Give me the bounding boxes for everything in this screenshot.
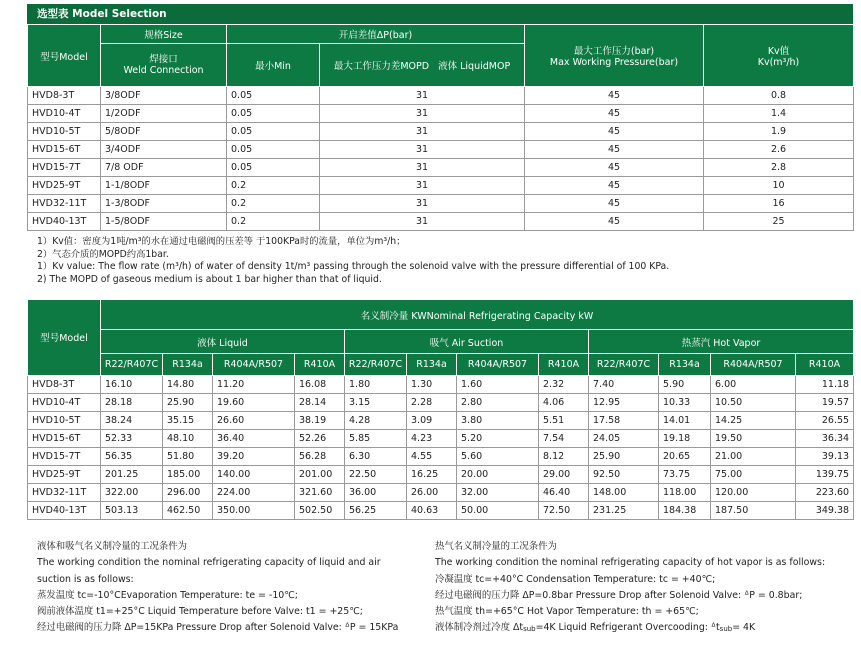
mopd-cell: 31 <box>320 141 525 159</box>
section-title: 选型表 Model Selection <box>37 8 167 20</box>
capacity-cell: 39.13 <box>796 448 854 466</box>
size-cell: 1/2ODF <box>101 105 227 123</box>
capacity-cell: 28.18 <box>101 394 163 412</box>
model-cell: HVD40-13T <box>28 502 101 520</box>
cond-line: 经过电磁阀的压力降 ΔP=15KPa Pressure Drop after Solenoid Valve: ᐞP = 15KPa <box>37 622 399 634</box>
capacity-cell: 16.25 <box>407 466 457 484</box>
cond-text: =4K Liquid Refrigerant Overcooding: ᐞt <box>535 622 720 634</box>
capacity-cell: 118.00 <box>659 484 711 502</box>
cond-line: The working condition the nominal refrigerating capacity of liquid and air <box>37 557 381 569</box>
refrigerant-header: R22/R407C <box>589 354 659 376</box>
model-cell: HVD10-4T <box>28 105 101 123</box>
size-cell: 3/4ODF <box>101 141 227 159</box>
table-row <box>28 141 854 159</box>
refrigerant-header: R410A <box>539 354 589 376</box>
capacity-cell: 26.55 <box>796 412 854 430</box>
min-cell: 0.05 <box>227 105 320 123</box>
table-row <box>28 502 854 520</box>
cond-line <box>435 620 825 637</box>
table-row <box>28 466 854 484</box>
capacity-cell: 73.75 <box>659 466 711 484</box>
size-cell: 7/8 ODF <box>101 159 227 177</box>
capacity-cell: 462.50 <box>163 502 213 520</box>
capacity-cell: 187.50 <box>711 502 796 520</box>
refrigerant-header-row <box>28 354 854 376</box>
model-cell: HVD10-5T <box>28 412 101 430</box>
header-capacity: 名义制冷量 KWNominal Refrigerating Capacity kW <box>101 300 854 330</box>
table-row <box>28 105 854 123</box>
cond-line: 液体和吸气名义制冷量的工况条件为 <box>37 541 188 552</box>
kv-cell: 10 <box>704 177 854 195</box>
capacity-cell: 4.23 <box>407 430 457 448</box>
capacity-cell: 503.13 <box>101 502 163 520</box>
kv-cell: 1.4 <box>704 105 854 123</box>
size-cell: 1-1/8ODF <box>101 177 227 195</box>
capacity-cell: 14.25 <box>711 412 796 430</box>
capacity-cell: 75.00 <box>711 466 796 484</box>
note-line: 2) The MOPD of gaseous medium is about 1 bar higher than that of liquid. <box>37 273 382 285</box>
capacity-cell: 349.38 <box>796 502 854 520</box>
capacity-cell: 350.00 <box>213 502 295 520</box>
capacity-cell: 321.60 <box>295 484 345 502</box>
capacity-cell: 2.28 <box>407 394 457 412</box>
table-row <box>28 484 854 502</box>
model-selection-body <box>28 87 854 231</box>
capacity-cell: 24.05 <box>589 430 659 448</box>
mopd-cell: 31 <box>320 159 525 177</box>
refrigerant-header: R22/R407C <box>345 354 407 376</box>
capacity-cell: 52.26 <box>295 430 345 448</box>
refrigerant-header: R22/R407C <box>101 354 163 376</box>
cond-line: 蒸发温度 tc=-10°CEvaporation Temperature: te = -10℃; <box>37 589 298 601</box>
capacity-cell: 4.06 <box>539 394 589 412</box>
note-line: 1）Kv value: The flow rate (m³/h) of water of density 1t/m³ passing through the solenoid valve with the pressure differential of 100 KPa. <box>37 261 670 272</box>
model-cell: HVD25-9T <box>28 466 101 484</box>
capacity-cell: 7.40 <box>589 376 659 394</box>
capacity-cell: 40.63 <box>407 502 457 520</box>
capacity-cell: 296.00 <box>163 484 213 502</box>
min-cell: 0.2 <box>227 177 320 195</box>
cond-line: 阀前液体温度 t1=+25°C Liquid Temperature before Valve: t1 = +25℃; <box>37 606 363 618</box>
header-mwp-cn: 最大工作压力(bar) <box>573 46 655 57</box>
table-row <box>28 213 854 231</box>
capacity-cell: 5.90 <box>659 376 711 394</box>
capacity-cell: 51.80 <box>163 448 213 466</box>
capacity-cell: 184.38 <box>659 502 711 520</box>
cond-line: 经过电磁阀的压力降 ΔP=0.8bar Pressure Drop after Solenoid Valve: ᐞP = 0.8bar; <box>435 589 803 601</box>
size-cell: 1-3/8ODF <box>101 195 227 213</box>
model-cell: HVD15-7T <box>28 448 101 466</box>
model-selection-table <box>27 24 854 231</box>
header-weld-cn: 焊接口 <box>149 54 178 65</box>
table-row <box>28 394 854 412</box>
capacity-cell: 56.25 <box>345 502 407 520</box>
capacity-cell: 6.00 <box>711 376 796 394</box>
capacity-cell: 35.15 <box>163 412 213 430</box>
conditions-liquid-suction <box>37 539 398 637</box>
model-cell: HVD15-6T <box>28 141 101 159</box>
header-kv <box>704 25 854 87</box>
capacity-cell: 322.00 <box>101 484 163 502</box>
capacity-cell: 502.50 <box>295 502 345 520</box>
capacity-cell: 120.00 <box>711 484 796 502</box>
cond-line: 热气名义制冷量的工况条件为 <box>435 541 557 552</box>
mopd-cell: 31 <box>320 213 525 231</box>
capacity-cell: 26.60 <box>213 412 295 430</box>
mwp-cell: 45 <box>525 105 704 123</box>
capacity-cell: 3.09 <box>407 412 457 430</box>
capacity-cell: 20.65 <box>659 448 711 466</box>
kv-cell: 0.8 <box>704 87 854 105</box>
capacity-cell: 92.50 <box>589 466 659 484</box>
min-cell: 0.05 <box>227 87 320 105</box>
kv-cell: 25 <box>704 213 854 231</box>
mwp-cell: 45 <box>525 87 704 105</box>
size-cell: 5/8ODF <box>101 123 227 141</box>
cond-subscript: sub <box>719 625 733 634</box>
capacity-cell: 224.00 <box>213 484 295 502</box>
capacity-cell: 56.28 <box>295 448 345 466</box>
capacity-cell: 231.25 <box>589 502 659 520</box>
refrigerant-header: R134a <box>163 354 213 376</box>
capacity-cell: 185.00 <box>163 466 213 484</box>
capacity-cell: 5.20 <box>457 430 539 448</box>
capacity-cell: 223.60 <box>796 484 854 502</box>
capacity-cell: 14.01 <box>659 412 711 430</box>
capacity-cell: 19.18 <box>659 430 711 448</box>
capacity-cell: 16.10 <box>101 376 163 394</box>
capacity-cell: 6.30 <box>345 448 407 466</box>
capacity-cell: 139.75 <box>796 466 854 484</box>
header-dp: 开启差值ΔP(bar) <box>227 25 525 44</box>
capacity-cell: 4.55 <box>407 448 457 466</box>
mwp-cell: 45 <box>525 159 704 177</box>
capacity-cell: 36.34 <box>796 430 854 448</box>
capacity-cell: 52.33 <box>101 430 163 448</box>
capacity-cell: 11.20 <box>213 376 295 394</box>
table-row <box>28 448 854 466</box>
table-row <box>28 87 854 105</box>
capacity-cell: 10.50 <box>711 394 796 412</box>
capacity-cell: 5.51 <box>539 412 589 430</box>
capacity-cell: 56.35 <box>101 448 163 466</box>
refrigerant-header: R404A/R507 <box>457 354 539 376</box>
cond-subscript: sub <box>523 625 536 634</box>
mopd-cell: 31 <box>320 105 525 123</box>
capacity-cell: 16.08 <box>295 376 345 394</box>
capacity-cell: 5.85 <box>345 430 407 448</box>
header-size: 规格Size <box>101 25 227 44</box>
cond-line: suction is as follows: <box>37 573 134 585</box>
header-mopd-text: 最大工作压力差MOPD <box>333 61 430 72</box>
header-kv-cn: Kv值 <box>767 46 790 57</box>
capacity-cell: 38.24 <box>101 412 163 430</box>
capacity-cell: 2.80 <box>457 394 539 412</box>
min-cell: 0.05 <box>227 159 320 177</box>
model-cell: HVD10-4T <box>28 394 101 412</box>
capacity-cell: 4.28 <box>345 412 407 430</box>
mopd-cell: 31 <box>320 87 525 105</box>
table-row <box>28 430 854 448</box>
header-mopd <box>320 44 525 87</box>
min-cell: 0.2 <box>227 195 320 213</box>
header-min: 最小Min <box>227 44 320 87</box>
capacity-cell: 39.20 <box>213 448 295 466</box>
model-cell: HVD32-11T <box>28 484 101 502</box>
capacity-cell: 36.00 <box>345 484 407 502</box>
capacity-table <box>27 299 854 520</box>
capacity-cell: 8.12 <box>539 448 589 466</box>
capacity-cell: 1.30 <box>407 376 457 394</box>
capacity-cell: 201.00 <box>295 466 345 484</box>
cond-line: The working condition the nominal refrigerating capacity of hot vapor is as follows: <box>435 557 826 569</box>
capacity-cell: 7.54 <box>539 430 589 448</box>
refrigerant-header: R404A/R507 <box>711 354 796 376</box>
notes <box>37 236 669 286</box>
capacity-cell: 32.00 <box>457 484 539 502</box>
header-model2: 型号Model <box>28 300 101 376</box>
cond-text: = 4K <box>732 622 756 634</box>
header-model: 型号Model <box>28 25 101 87</box>
capacity-cell: 19.50 <box>711 430 796 448</box>
capacity-cell: 140.00 <box>213 466 295 484</box>
cond-text: 液体制冷剂过冷度 Δt <box>435 622 524 634</box>
capacity-cell: 14.80 <box>163 376 213 394</box>
capacity-cell: 201.25 <box>101 466 163 484</box>
mwp-cell: 45 <box>525 213 704 231</box>
model-cell: HVD40-13T <box>28 213 101 231</box>
refrigerant-header: R404A/R507 <box>213 354 295 376</box>
model-cell: HVD15-6T <box>28 430 101 448</box>
capacity-cell: 20.00 <box>457 466 539 484</box>
capacity-cell: 36.40 <box>213 430 295 448</box>
capacity-cell: 5.60 <box>457 448 539 466</box>
capacity-cell: 21.00 <box>711 448 796 466</box>
capacity-cell: 50.00 <box>457 502 539 520</box>
header-weld-en: Weld Connection <box>123 65 204 76</box>
refrigerant-header: R134a <box>659 354 711 376</box>
capacity-cell: 72.50 <box>539 502 589 520</box>
capacity-cell: 12.95 <box>589 394 659 412</box>
capacity-cell: 1.60 <box>457 376 539 394</box>
mopd-cell: 31 <box>320 123 525 141</box>
capacity-cell: 46.40 <box>539 484 589 502</box>
min-cell: 0.05 <box>227 141 320 159</box>
refrigerant-header: R410A <box>295 354 345 376</box>
capacity-cell: 3.80 <box>457 412 539 430</box>
table-row <box>28 123 854 141</box>
table-row <box>28 159 854 177</box>
mwp-cell: 45 <box>525 123 704 141</box>
mwp-cell: 45 <box>525 141 704 159</box>
size-cell: 1-5/8ODF <box>101 213 227 231</box>
table-row <box>28 195 854 213</box>
capacity-cell: 148.00 <box>589 484 659 502</box>
min-cell: 0.05 <box>227 123 320 141</box>
capacity-cell: 48.10 <box>163 430 213 448</box>
mwp-cell: 45 <box>525 177 704 195</box>
refrigerant-header: R410A <box>796 354 854 376</box>
table-row <box>28 177 854 195</box>
capacity-cell: 22.50 <box>345 466 407 484</box>
capacity-cell: 17.58 <box>589 412 659 430</box>
capacity-cell: 19.57 <box>796 394 854 412</box>
section-title-bar <box>27 4 853 24</box>
kv-cell: 16 <box>704 195 854 213</box>
capacity-cell: 3.15 <box>345 394 407 412</box>
table-row <box>28 376 854 394</box>
header-kv-en: Kv(m³/h) <box>757 57 800 68</box>
header-liquid: 液体 Liquid <box>101 330 345 354</box>
table-row <box>28 412 854 430</box>
capacity-cell: 1.80 <box>345 376 407 394</box>
model-cell: HVD25-9T <box>28 177 101 195</box>
note-line: 1）Kv值：密度为1吨/m³的水在通过电磁阀的压差等 于100KPa时的流量，单位为m³/h； <box>37 236 406 247</box>
header-suction: 吸气 Air Suction <box>345 330 589 354</box>
conditions-hot-vapor <box>435 539 825 638</box>
min-cell: 0.2 <box>227 213 320 231</box>
capacity-cell: 25.90 <box>589 448 659 466</box>
model-cell: HVD15-7T <box>28 159 101 177</box>
model-cell: HVD8-3T <box>28 87 101 105</box>
size-cell: 3/8ODF <box>101 87 227 105</box>
note-line: 2）气态介质的MOPD约高1bar. <box>37 248 169 260</box>
kv-cell: 2.8 <box>704 159 854 177</box>
capacity-cell: 38.19 <box>295 412 345 430</box>
kv-cell: 2.6 <box>704 141 854 159</box>
mwp-cell: 45 <box>525 195 704 213</box>
model-cell: HVD10-5T <box>28 123 101 141</box>
mopd-cell: 31 <box>320 177 525 195</box>
capacity-cell: 2.32 <box>539 376 589 394</box>
cond-line: 冷凝温度 tc=+40°C Condensation Temperature: tc = +40℃; <box>435 573 716 585</box>
capacity-cell: 10.33 <box>659 394 711 412</box>
header-mwp-en: Max Working Pressure(bar) <box>549 57 679 68</box>
header-hotvapor: 热蒸汽 Hot Vapor <box>589 330 854 354</box>
header-mwp <box>525 25 704 87</box>
capacity-cell: 28.14 <box>295 394 345 412</box>
cond-line: 热气温度 th=+65°C Hot Vapor Temperature: th = +65℃; <box>435 606 699 618</box>
capacity-cell: 26.00 <box>407 484 457 502</box>
capacity-cell: 19.60 <box>213 394 295 412</box>
model-cell: HVD32-11T <box>28 195 101 213</box>
model-cell: HVD8-3T <box>28 376 101 394</box>
refrigerant-header: R134a <box>407 354 457 376</box>
mopd-cell: 31 <box>320 195 525 213</box>
header-weld <box>101 44 227 87</box>
header-liqmop-text: 液体 LiquidMOP <box>438 61 511 72</box>
capacity-cell: 25.90 <box>163 394 213 412</box>
capacity-cell: 29.00 <box>539 466 589 484</box>
kv-cell: 1.9 <box>704 123 854 141</box>
capacity-cell: 11.18 <box>796 376 854 394</box>
capacity-body <box>28 376 854 520</box>
